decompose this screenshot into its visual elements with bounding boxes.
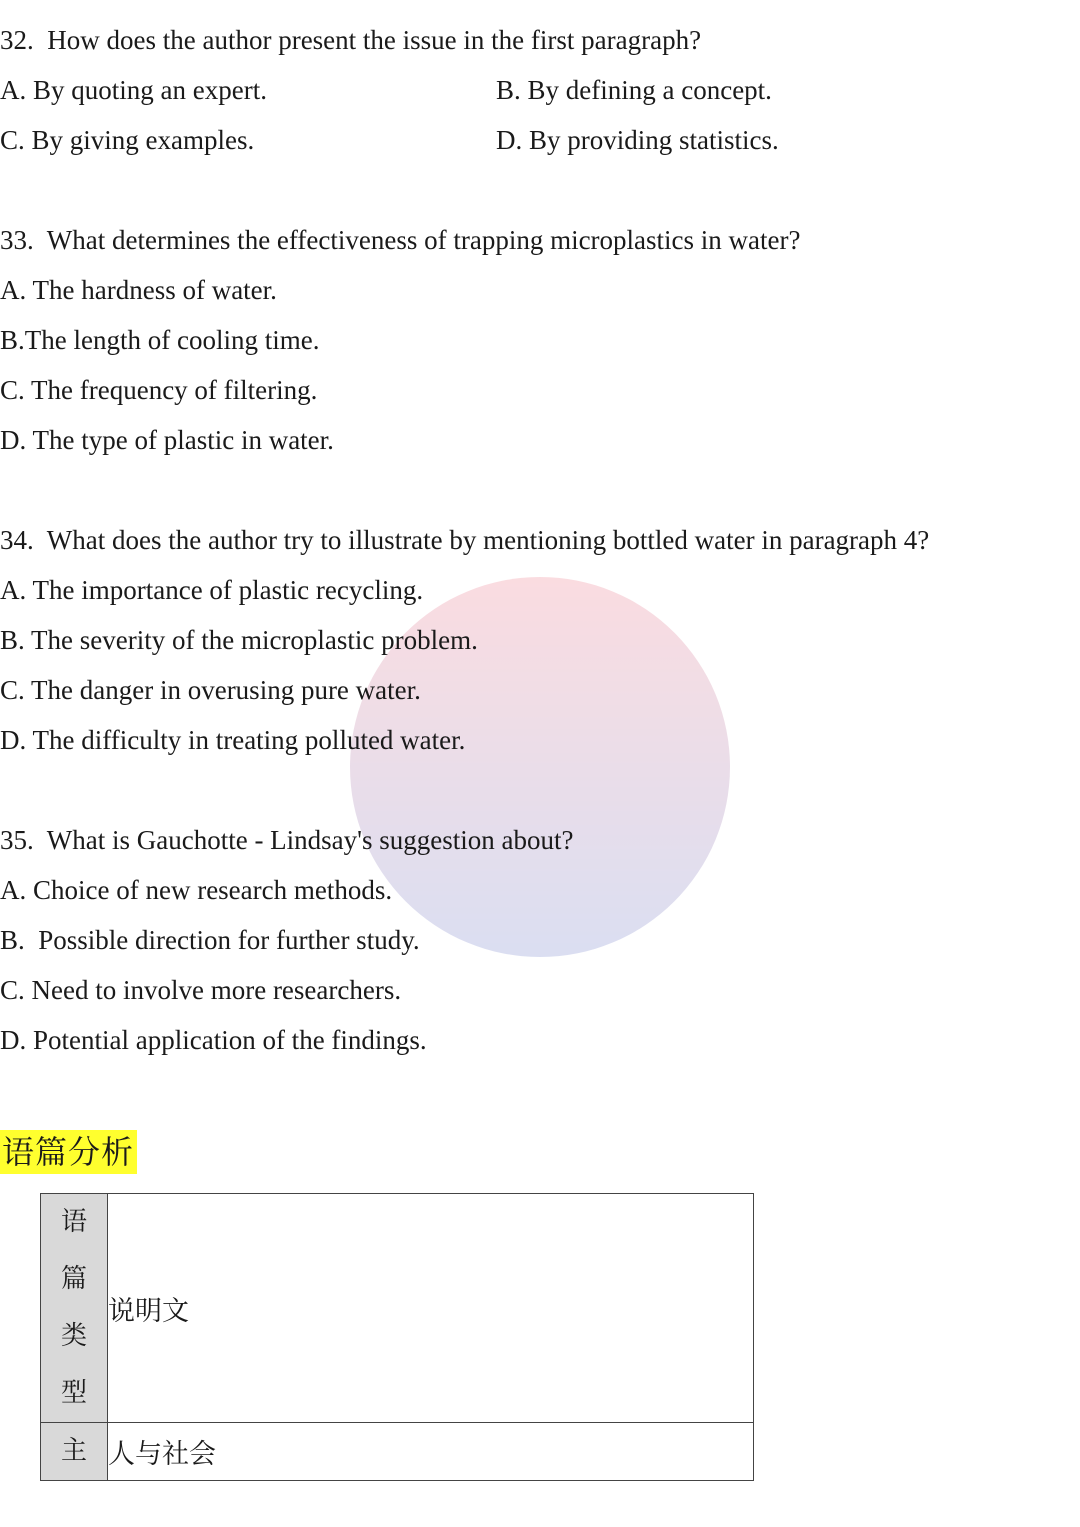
question-34-option-a: A. The importance of plastic recycling. bbox=[0, 575, 424, 605]
question-34-option-d: D. The difficulty in treating polluted water. bbox=[0, 725, 466, 755]
label-char: 语 bbox=[60, 1207, 87, 1237]
row-label-theme bbox=[41, 1423, 108, 1481]
question-32-option-a: A. By quoting an expert. bbox=[0, 75, 267, 105]
label-char: 篇 bbox=[60, 1264, 87, 1294]
row-label-text-type bbox=[41, 1194, 108, 1423]
question-33-option-c: C. The frequency of filtering. bbox=[0, 375, 318, 405]
row-value-theme: 人与社会 bbox=[108, 1423, 754, 1481]
question-35-option-d: D. Potential application of the findings. bbox=[0, 1025, 427, 1055]
question-33-option-b: B.The length of cooling time. bbox=[0, 325, 320, 355]
question-34-stem: 34. What does the author try to illustrate by mentioning bottled water in paragraph 4? bbox=[0, 525, 930, 555]
label-char: 主 bbox=[60, 1436, 87, 1466]
label-char: 型 bbox=[60, 1378, 87, 1408]
question-33-stem: 33. What determines the effectiveness of trapping microplastics in water? bbox=[0, 225, 801, 255]
question-32-option-b: B. By defining a concept. bbox=[496, 75, 772, 105]
question-34-option-c: C. The danger in overusing pure water. bbox=[0, 675, 421, 705]
question-35-option-a: A. Choice of new research methods. bbox=[0, 875, 393, 905]
analysis-table bbox=[40, 1193, 754, 1481]
section-title-analysis: 语篇分析 bbox=[0, 1130, 137, 1174]
question-32-stem: 32. How does the author present the issue in the first paragraph? bbox=[0, 25, 702, 55]
question-33-option-d: D. The type of plastic in water. bbox=[0, 425, 334, 455]
question-35-stem: 35. What is Gauchotte - Lindsay's suggestion about? bbox=[0, 825, 574, 855]
question-33-option-a: A. The hardness of water. bbox=[0, 275, 277, 305]
table-row-text-type bbox=[41, 1194, 754, 1423]
question-34-option-b: B. The severity of the microplastic problem. bbox=[0, 625, 478, 655]
question-32-option-d: D. By providing statistics. bbox=[496, 125, 779, 155]
question-32-option-c: C. By giving examples. bbox=[0, 125, 255, 155]
table-row-theme bbox=[41, 1423, 754, 1481]
question-35-option-b: B. Possible direction for further study. bbox=[0, 925, 420, 955]
row-value-text-type: 说明文 bbox=[108, 1194, 754, 1423]
label-char: 类 bbox=[60, 1321, 87, 1351]
question-35-option-c: C. Need to involve more researchers. bbox=[0, 975, 402, 1005]
